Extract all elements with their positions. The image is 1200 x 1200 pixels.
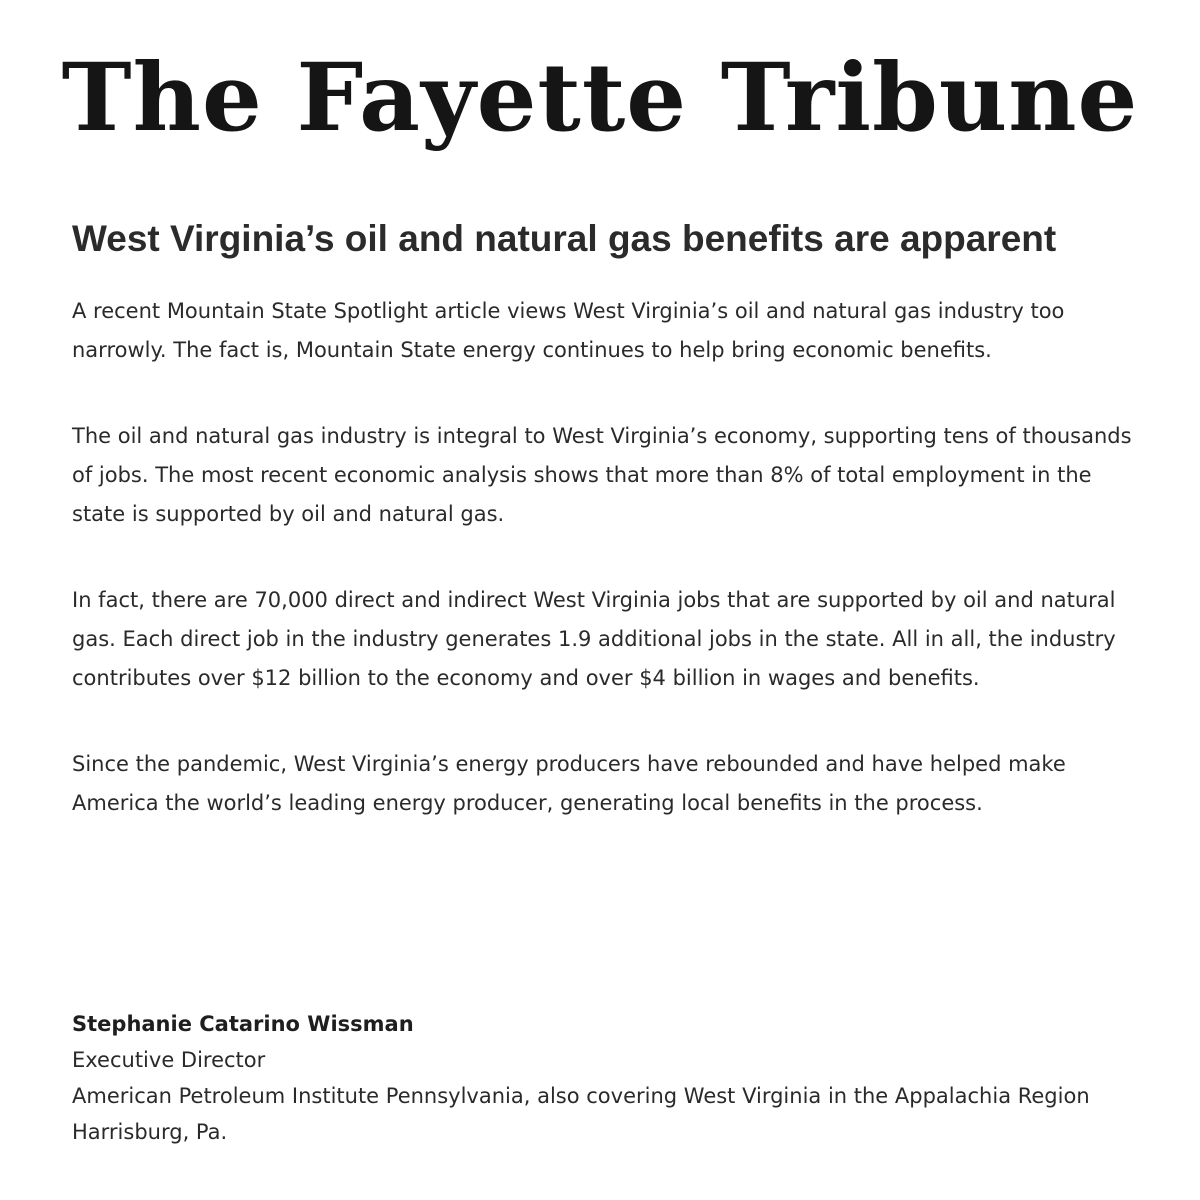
article-headline: West Virginia’s oil and natural gas benefits are apparent [72,218,1057,259]
article-paragraph-1: A recent Mountain State Spotlight article views West Virginia’s oil and natural gas industry too narrowly. The fact is, Mountain State energy continues to help bring economic benefits. [72,299,1065,362]
author-name: Stephanie Catarino Wissman [72,1012,414,1036]
article-paragraph-3: In fact, there are 70,000 direct and indirect West Virginia jobs that are supported by oil and natural gas. Each direct job in the industry generates 1.9 additional jobs in the state. All in all, the industry contributes over $12 billion to the economy and over $4 billion in wages and benefits. [72,588,1116,690]
article-body [72,292,1132,870]
newspaper-masthead: The Fayette Tribune [61,43,1139,153]
article-paragraph-4: Since the pandemic, West Virginia’s energy producers have rebounded and have helped make America the world’s leading energy producer, generating local benefits in the process. [72,752,1066,815]
author-title: Executive Director [72,1048,266,1072]
author-location: Harrisburg, Pa. [72,1120,228,1144]
author-signature-block [72,1006,1152,1150]
article-paragraph-2: The oil and natural gas industry is integral to West Virginia’s economy, supporting tens of thousands of jobs. The most recent economic analysis shows that more than 8% of total employment in the state is supported by oil and natural gas. [72,424,1132,526]
author-organization: American Petroleum Institute Pennsylvania, also covering West Virginia in the Appalachia Region [72,1084,1090,1108]
